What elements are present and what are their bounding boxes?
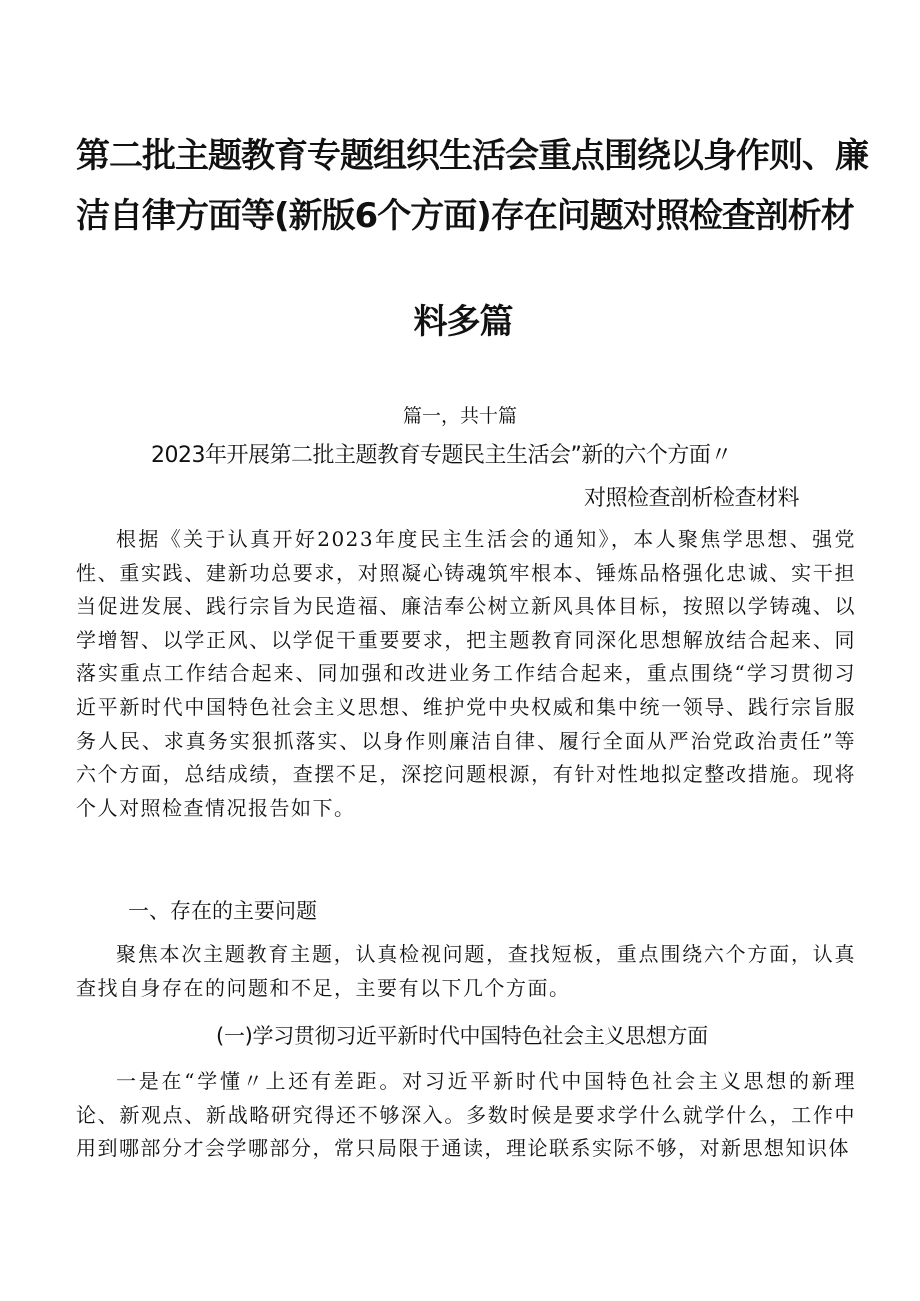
article-title-line-2: 对照检查剖析检查材料 [584, 486, 800, 511]
paragraph-intro: 根据《关于认真开好2023年度民主生活会的通知》，本人聚焦学思想、强党性、重实践、建新功总要求，对照凝心铸魂筑牢根本、锤炼品格强化忠诚、实干担当促进发展、践行宗旨为民造福、廉洁奉公树立新风具体目标，按照以学铸魂、以学增智、以学正风、以学促干重要要求，把主题教育同深化思想解放结合起来、同落实重点工作结合起来、同加强和改进业务工作结合起来，重点围绕“学习贯彻习近平新时代中国特色社会主义思想、维护党中央权威和集中统一领导、践行宗旨服务人民、求真务实狠抓落实、以身作则廉洁自律、履行全面从严治党政治责任”等六个方面，总结成绩，查摆不足，深挖问题根源，有针对性地拟定整改措施。现将个人对照检查情况报告如下。 [76, 527, 856, 820]
doc-title-line-1: 第二批主题教育专题组织生活会重点围绕以身作则、廉 [76, 136, 868, 176]
section-heading: 一、存在的主要问题 [128, 899, 317, 923]
paragraph-first-point: 一是在“学懂〃上还有差距。对习近平新时代中国特色社会主义思想的新理论、新观点、新战略研究得还不够深入。多数时候是要求学什么就学什么，工作中用到哪部分才会学哪部分，常只局限于通读，理论联系实际不够，对新思想知识体 [76, 1069, 856, 1161]
doc-subtitle: 篇一，共十篇 [402, 405, 517, 427]
doc-title-line-3: 料多篇 [413, 302, 513, 342]
subsection-heading: (一)学习贯彻习近平新时代中国特色社会主义思想方面 [216, 1024, 708, 1048]
doc-title-line-2: 洁自律方面等(新版6个方面)存在问题对照检查剖析材 [76, 196, 854, 236]
paragraph-section-intro: 聚焦本次主题教育主题，认真检视问题，查找短板，重点围绕六个方面，认真查找自身存在的问题和不足，主要有以下几个方面。 [76, 942, 856, 1000]
article-title-line-1: 2023年开展第二批主题教育专题民主生活会”新的六个方面〃 [151, 443, 732, 468]
